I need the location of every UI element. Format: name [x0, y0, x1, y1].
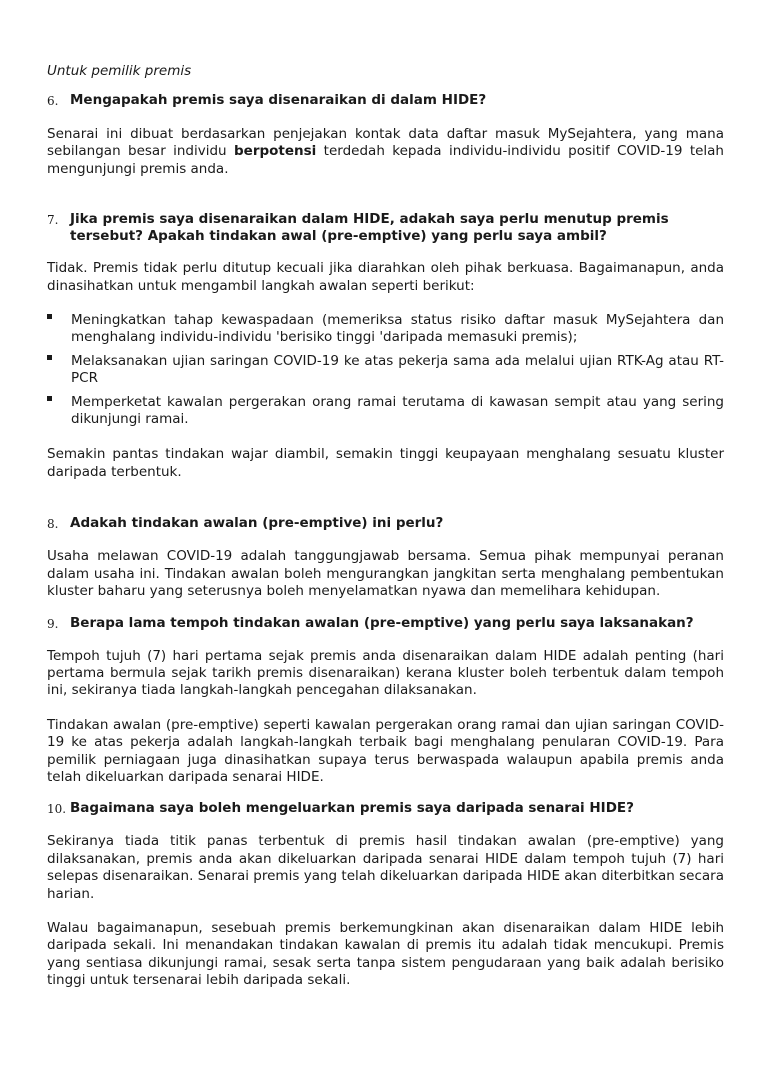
section-label: Untuk pemilik premis — [47, 63, 192, 79]
question-10-answer-p1: Sekiranya tiada titik panas terbentuk di premis hasil tindakan awalan (pre-emptive) yang dilaksanakan, premis anda akan dikeluarkan daripada senarai HIDE dalam tempoh tujuh (7) hari selepas disenaraikan. Senarai premis yang telah dikeluarkan daripada HIDE akan diterbitkan secara harian. — [47, 833, 724, 902]
bullet-item — [47, 394, 724, 429]
question-6-text: Mengapakah premis saya disenaraikan di dalam HIDE? — [70, 92, 487, 108]
question-8-text: Adakah tindakan awalan (pre-emptive) ini perlu? — [70, 515, 444, 532]
answer-6-bold: berpotensi — [234, 143, 317, 160]
question-9-text: Berapa lama tempoh tindakan awalan (pre-emptive) yang perlu saya laksanakan? — [70, 614, 694, 631]
square-bullet-icon — [47, 312, 71, 329]
bullet-text: Memperketat kawalan pergerakan orang ramai terutama di kawasan sempit atau yang sering dikunjungi ramai. — [71, 393, 724, 428]
answer-6-part1: Senarai ini dibuat berdasarkan penjejakan kontak data daftar masuk MySejahtera, yang mana sebilangan besar individu — [47, 126, 724, 160]
question-9-answer-p1: Tempoh tujuh (7) hari pertama sejak premis anda disenaraikan dalam HIDE adalah penting (hari pertama bermula sejak tarikh premis disenaraikan) kerana kluster boleh terbentuk dalam tempoh ini, sekiranya tiada langkah-langkah pencegahan dilaksanakan. — [47, 647, 724, 699]
question-8-answer: Usaha melawan COVID-19 adalah tanggungjawab bersama. Semua pihak mempunyai peranan dalam usaha ini. Tindakan awalan boleh mengurangkan jangkitan serta menghalang pembentukan kluster baharu yang seterusnya boleh menyelamatkan nyawa dan memelihara kehidupan. — [47, 548, 724, 600]
bullet-item — [47, 353, 724, 388]
question-7-number: 7. — [47, 213, 59, 228]
document-page — [47, 62, 724, 990]
square-bullet-icon — [47, 394, 71, 411]
question-8-number: 8. — [47, 517, 59, 532]
question-7-bullet-list — [47, 312, 724, 428]
bullet-text: Meningkatkan tahap kewaspadaan (memeriksa status risiko daftar masuk MySejahtera dan menghalang individu-individu 'berisiko tinggi 'daripada memasuki premis); — [71, 312, 724, 346]
question-10-text: Bagaimana saya boleh mengeluarkan premis saya daripada senarai HIDE? — [70, 800, 634, 817]
bullet-text: Melaksanakan ujian saringan COVID-19 ke atas pekerja sama ada melalui ujian RTK-Ag atau RT-PCR — [71, 352, 724, 387]
bullet-item — [47, 312, 724, 347]
question-6-heading — [47, 92, 724, 110]
question-10-heading — [47, 800, 724, 818]
question-9-number: 9. — [47, 616, 59, 631]
question-8-heading — [47, 515, 724, 533]
question-9-heading — [47, 615, 724, 633]
question-6-number: 6. — [47, 94, 59, 108]
square-bullet-icon — [47, 353, 71, 370]
question-10-answer-p2: Walau bagaimanapun, sesebuah premis berkemungkinan akan disenaraikan dalam HIDE lebih daripada sekali. Ini menandakan tindakan kawalan di premis itu adalah tidak mencukupi. Premis yang sentiasa dikunjungi ramai, sesak serta tanpa sistem pengudaraan yang baik adalah berisiko tinggi untuk tersenarai lebih daripada sekali. — [47, 919, 724, 989]
question-7-answer-intro: Tidak. Premis tidak perlu ditutup kecuali jika diarahkan oleh pihak berkuasa. Bagaimanapun, anda dinasihatkan untuk mengambil langkah awalan seperti berikut: — [47, 260, 724, 294]
question-9-answer-p2: Tindakan awalan (pre-emptive) seperti kawalan pergerakan orang ramai dan ujian saringan COVID-19 ke atas pekerja adalah langkah-langkah terbaik bagi menghalang penularan COVID-19. Para pemilik perniagaan juga dinasihatkan supaya terus berwaspada walaupun apabila premis anda telah dikeluarkan daripada senarai HIDE. — [47, 716, 724, 785]
question-7-text: Jika premis saya disenaraikan dalam HIDE, adakah saya perlu menutup premis tersebut? Apakah tindakan awal (pre-emptive) yang perlu saya ambil? — [70, 211, 669, 245]
question-7-answer-closing: Semakin pantas tindakan wajar diambil, semakin tinggi keupayaan menghalang sesuatu kluster daripada terbentuk. — [47, 446, 724, 480]
question-6-answer — [47, 126, 724, 178]
question-7-heading — [47, 211, 724, 245]
question-10-number: 10. — [47, 802, 67, 817]
answer-6-part2: terdedah kepada individu-individu positif COVID-19 telah mengunjungi premis anda. — [47, 143, 724, 177]
